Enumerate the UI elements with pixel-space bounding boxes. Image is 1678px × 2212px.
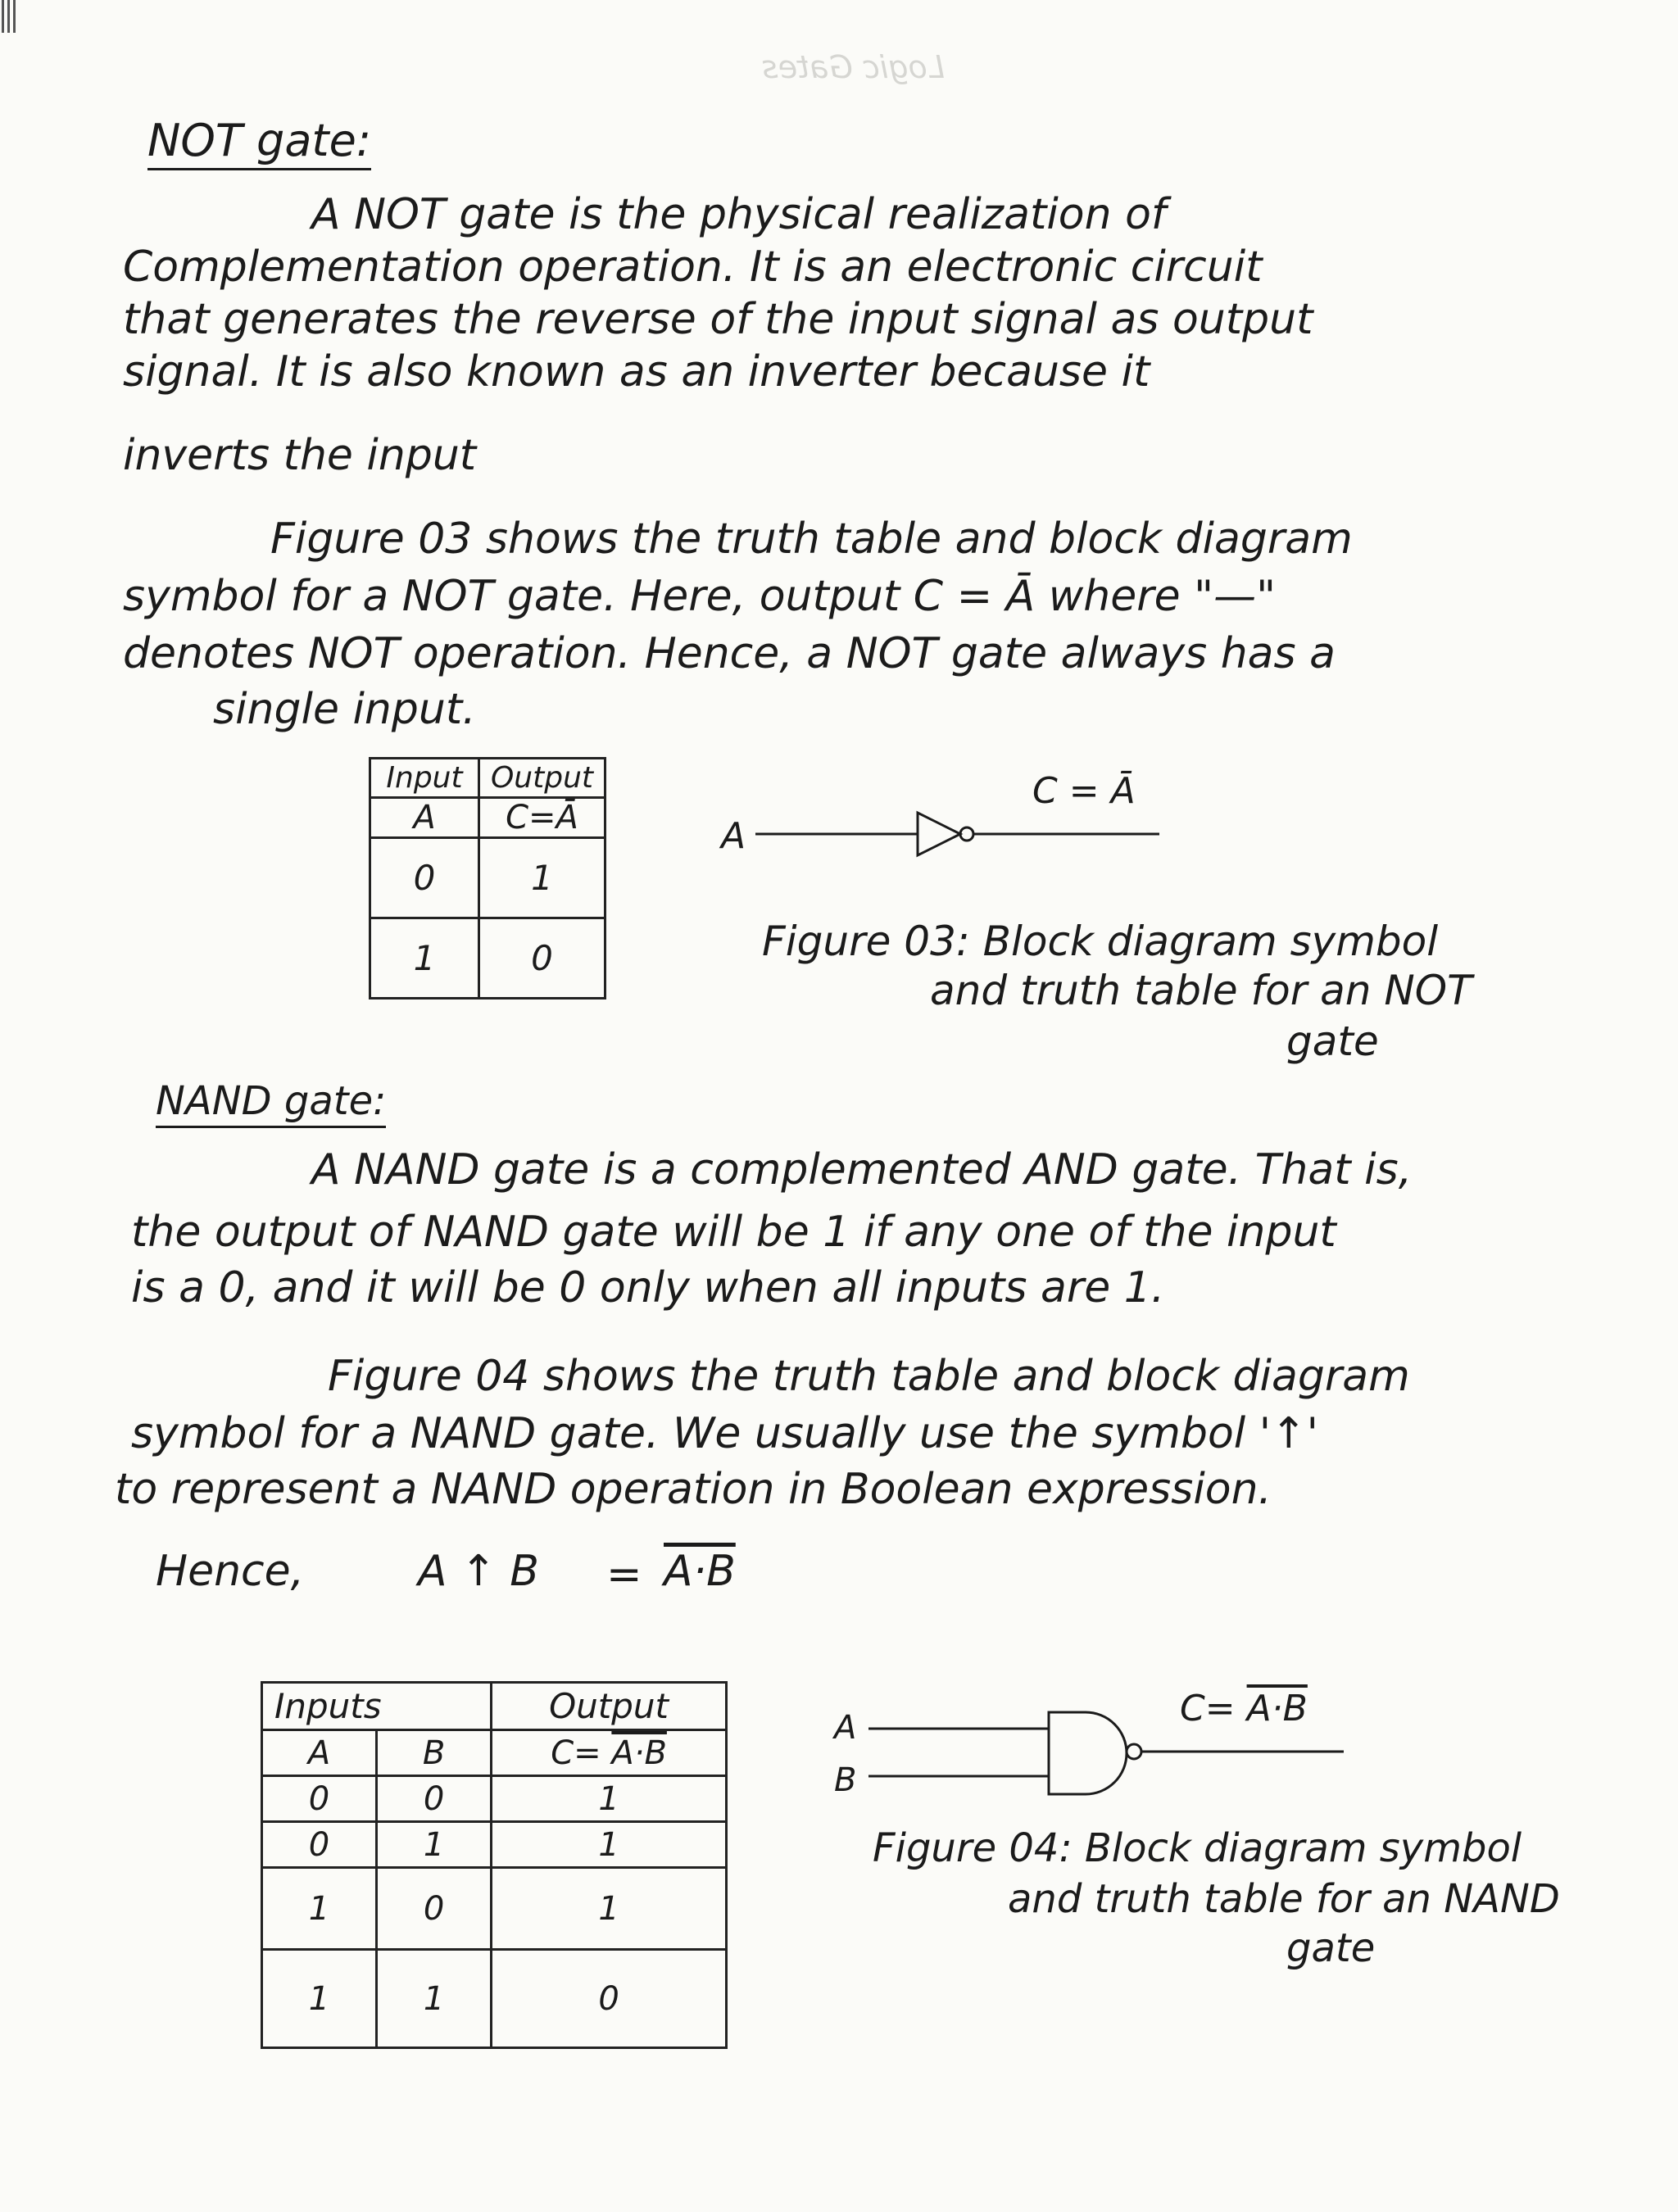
nand-diagram-output-prefix: C= bbox=[1180, 1688, 1236, 1729]
not-table-row2-c: 0 bbox=[479, 918, 605, 999]
not-table-row1-c: 1 bbox=[479, 838, 605, 918]
nand-table-row3-c: 1 bbox=[492, 1868, 727, 1950]
not-diagram-input-label: A bbox=[721, 815, 746, 857]
nand-diagram-output-expr: A·B bbox=[1246, 1688, 1308, 1729]
nand-table-col-b: B bbox=[377, 1730, 492, 1776]
nand-table-row3-a: 1 bbox=[262, 1868, 377, 1950]
not-para1-line3: that generates the reverse of the input signal as output bbox=[123, 295, 1313, 344]
nand-table-col-c bbox=[492, 1730, 727, 1776]
nand-para1-line1: A NAND gate is a complemented AND gate. That is, bbox=[311, 1145, 1413, 1194]
not-gate-symbol bbox=[737, 803, 1196, 868]
not-para1-line4: signal. It is also known as an inverter because it bbox=[123, 347, 1150, 397]
nand-table-row4-b: 1 bbox=[377, 1950, 492, 2048]
nand-table-row1-b: 0 bbox=[377, 1776, 492, 1822]
bleed-through-header: Logic Gates bbox=[762, 49, 945, 85]
nand-table-row2-a: 0 bbox=[262, 1822, 377, 1868]
not-para1-line2: Complementation operation. It is an electronic circuit bbox=[123, 243, 1263, 292]
nand-table-row2-b: 1 bbox=[377, 1822, 492, 1868]
not-caption-line3: gate bbox=[1286, 1018, 1379, 1065]
nand-table-col-a: A bbox=[262, 1730, 377, 1776]
nand-hence-rhs: A·B bbox=[664, 1547, 736, 1596]
nand-diagram-input-b: B bbox=[834, 1761, 857, 1799]
nand-para2-line3: to represent a NAND operation in Boolean expression. bbox=[115, 1465, 1272, 1514]
nand-table-col-c-prefix: C= bbox=[551, 1734, 601, 1772]
nand-para2-line1: Figure 04 shows the truth table and block diagram bbox=[328, 1352, 1410, 1401]
nand-table-col-c-expr: A·B bbox=[611, 1734, 667, 1772]
nand-gate-symbol bbox=[852, 1704, 1360, 1802]
nand-para1-line3: is a 0, and it will be 0 only when all inputs are 1. bbox=[131, 1263, 1165, 1312]
nand-gate-heading bbox=[156, 1078, 386, 1124]
not-gate-title: NOT gate: bbox=[147, 115, 371, 170]
nand-table-row2-c: 1 bbox=[492, 1822, 727, 1868]
not-caption-line1: Figure 03: Block diagram symbol bbox=[762, 918, 1439, 965]
not-table-col-c: C=Ā bbox=[479, 798, 605, 838]
nand-hence-label: Hence, bbox=[156, 1547, 305, 1596]
nand-caption-line1: Figure 04: Block diagram symbol bbox=[873, 1825, 1522, 1871]
not-table-col-a: A bbox=[370, 798, 479, 838]
scan-edge-marks bbox=[0, 0, 21, 33]
nand-caption-line3: gate bbox=[1286, 1925, 1376, 1971]
nand-table-row1-a: 0 bbox=[262, 1776, 377, 1822]
nand-hence-eq: = bbox=[606, 1550, 642, 1599]
not-truth-table bbox=[369, 757, 606, 999]
nand-table-row4-c: 0 bbox=[492, 1950, 727, 2048]
not-para2-line1: Figure 03 shows the truth table and block diagram bbox=[270, 514, 1353, 564]
nand-table-row4-a: 1 bbox=[262, 1950, 377, 2048]
not-table-header-input: Input bbox=[370, 759, 479, 798]
not-para1-line5: inverts the input bbox=[123, 431, 477, 480]
not-para2-line4: single input. bbox=[213, 685, 476, 734]
not-caption-line2: and truth table for an NOT bbox=[930, 967, 1472, 1014]
not-table-row2-a: 1 bbox=[370, 918, 479, 999]
not-table-header-output: Output bbox=[479, 759, 605, 798]
not-para2-line3: denotes NOT operation. Hence, a NOT gate always has a bbox=[123, 629, 1336, 678]
nand-table-header-inputs: Inputs bbox=[262, 1683, 492, 1730]
not-gate-heading bbox=[147, 115, 371, 166]
nand-gate-title: NAND gate: bbox=[156, 1078, 386, 1128]
nand-caption-line2: and truth table for an NAND bbox=[1008, 1876, 1560, 1922]
nand-table-header-output: Output bbox=[492, 1683, 727, 1730]
nand-diagram-input-a: A bbox=[834, 1709, 857, 1747]
not-para1-line1: A NOT gate is the physical realization of bbox=[311, 190, 1167, 239]
nand-table-row3-b: 0 bbox=[377, 1868, 492, 1950]
nand-truth-table bbox=[261, 1681, 728, 2049]
nand-para1-line2: the output of NAND gate will be 1 if any one of the input bbox=[131, 1208, 1336, 1257]
nand-para2-line2: symbol for a NAND gate. We usually use the symbol '↑' bbox=[131, 1409, 1318, 1458]
not-diagram-output-label: C = Ā bbox=[1032, 770, 1136, 812]
not-para2-line2: symbol for a NOT gate. Here, output C = Ā where "—" bbox=[123, 572, 1276, 621]
not-table-row1-a: 0 bbox=[370, 838, 479, 918]
nand-hence-lhs: A ↑ B bbox=[418, 1547, 539, 1596]
nand-table-row1-c: 1 bbox=[492, 1776, 727, 1822]
